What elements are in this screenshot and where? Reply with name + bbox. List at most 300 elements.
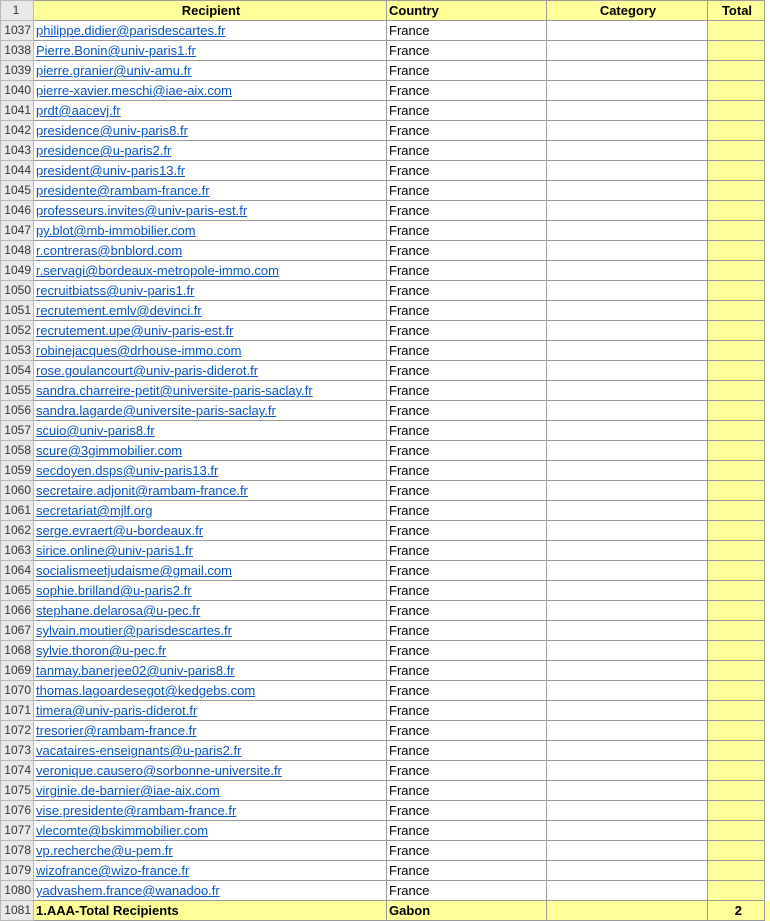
recipient-email-link[interactable]: vacataires-enseignants@u-paris2.fr [36,743,241,758]
total-cell[interactable] [708,661,765,681]
country-cell[interactable]: France [387,881,547,901]
category-cell[interactable] [547,281,708,301]
extra-column-edge [765,681,770,701]
category-cell[interactable] [547,321,708,341]
row-header[interactable]: 1055 [1,381,34,401]
total-cell[interactable] [708,221,765,241]
recipient-email-link[interactable]: recruitbiatss@univ-paris1.fr [36,283,194,298]
country-cell[interactable]: France [387,221,547,241]
total-cell[interactable] [708,741,765,761]
row-header[interactable]: 1081 [1,901,34,921]
country-cell[interactable]: France [387,641,547,661]
table-row [1,181,770,201]
recipient-cell[interactable] [34,861,387,881]
country-cell[interactable]: France [387,461,547,481]
recipient-cell[interactable] [34,141,387,161]
total-cell[interactable] [708,781,765,801]
total-cell[interactable] [708,601,765,621]
table-row [1,781,770,801]
recipient-cell[interactable] [34,621,387,641]
category-cell[interactable] [547,621,708,641]
total-cell[interactable] [708,541,765,561]
row-header[interactable]: 1070 [1,681,34,701]
table-row [1,61,770,81]
recipient-cell[interactable] [34,681,387,701]
row-header[interactable]: 1080 [1,881,34,901]
recipient-email-link[interactable]: scuio@univ-paris8.fr [36,423,155,438]
row-header[interactable]: 1 [1,1,34,21]
category-cell[interactable] [547,161,708,181]
total-cell[interactable] [708,301,765,321]
recipient-cell[interactable] [34,581,387,601]
total-cell[interactable] [708,141,765,161]
recipient-cell[interactable] [34,161,387,181]
total-cell[interactable] [708,701,765,721]
extra-column-edge [765,641,770,661]
total-cell[interactable] [708,41,765,61]
row-header[interactable]: 1043 [1,141,34,161]
recipient-email-link[interactable]: veronique.causero@sorbonne-universite.fr [36,763,282,778]
row-header[interactable]: 1060 [1,481,34,501]
recipient-email-link[interactable]: wizofrance@wizo-france.fr [36,863,189,878]
recipient-email-link[interactable]: presidence@univ-paris8.fr [36,123,188,138]
row-header[interactable]: 1039 [1,61,34,81]
row-header[interactable]: 1051 [1,301,34,321]
total-cell[interactable] [708,281,765,301]
recipient-email-link[interactable]: rose.goulancourt@univ-paris-diderot.fr [36,363,258,378]
category-cell[interactable] [547,361,708,381]
recipient-cell[interactable] [34,381,387,401]
recipient-email-link[interactable]: vise.presidente@rambam-france.fr [36,803,236,818]
extra-column-edge [765,881,770,901]
recipient-email-link[interactable]: pierre-xavier.meschi@iae-aix.com [36,83,232,98]
extra-column-edge [765,621,770,641]
recipient-cell[interactable] [34,641,387,661]
category-cell[interactable] [547,661,708,681]
row-header[interactable]: 1076 [1,801,34,821]
category-cell[interactable] [547,241,708,261]
row-header[interactable]: 1067 [1,621,34,641]
country-cell[interactable]: France [387,181,547,201]
country-cell[interactable]: France [387,381,547,401]
column-header-category[interactable]: Category [547,1,708,21]
category-cell[interactable] [547,141,708,161]
recipient-email-link[interactable]: sylvie.thoron@u-pec.fr [36,643,166,658]
category-cell[interactable] [547,41,708,61]
recipient-cell[interactable] [34,201,387,221]
total-cell[interactable] [708,401,765,421]
country-cell[interactable]: France [387,81,547,101]
country-cell[interactable]: France [387,361,547,381]
recipient-email-link[interactable]: tresorier@rambam-france.fr [36,723,197,738]
country-cell[interactable]: France [387,561,547,581]
recipient-cell[interactable] [34,441,387,461]
recipient-email-link[interactable]: recrutement.upe@univ-paris-est.fr [36,323,233,338]
recipient-email-link[interactable]: sandra.charreire-petit@universite-paris-saclay.fr [36,383,313,398]
table-row [1,301,770,321]
total-cell[interactable] [708,521,765,541]
category-cell[interactable] [547,721,708,741]
country-cell[interactable]: France [387,501,547,521]
row-header[interactable]: 1069 [1,661,34,681]
recipient-email-link[interactable]: yadvashem.france@wanadoo.fr [36,883,220,898]
country-cell[interactable]: France [387,601,547,621]
row-header[interactable]: 1071 [1,701,34,721]
category-cell[interactable] [547,541,708,561]
total-cell[interactable] [708,801,765,821]
row-header[interactable]: 1041 [1,101,34,121]
recipient-cell[interactable] [34,121,387,141]
country-cell[interactable]: France [387,101,547,121]
country-cell[interactable]: France [387,741,547,761]
recipient-cell[interactable] [34,521,387,541]
recipient-cell[interactable] [34,261,387,281]
country-cell[interactable]: France [387,801,547,821]
category-cell[interactable] [547,781,708,801]
country-cell[interactable]: France [387,401,547,421]
extra-column-edge [765,281,770,301]
row-header[interactable]: 1073 [1,741,34,761]
total-label-cell[interactable]: 1.AAA-Total Recipients [34,901,387,921]
recipient-email-link[interactable]: presidence@u-paris2.fr [36,143,171,158]
country-cell[interactable]: France [387,721,547,741]
row-header[interactable]: 1061 [1,501,34,521]
country-cell[interactable]: France [387,421,547,441]
country-cell[interactable]: France [387,681,547,701]
total-cell[interactable] [708,641,765,661]
total-cell[interactable] [708,381,765,401]
total-cell[interactable] [708,821,765,841]
extra-column-edge [765,221,770,241]
row-header[interactable]: 1064 [1,561,34,581]
total-cell[interactable] [708,861,765,881]
row-header[interactable]: 1040 [1,81,34,101]
recipient-cell[interactable] [34,181,387,201]
row-header[interactable]: 1049 [1,261,34,281]
total-cell[interactable] [708,881,765,901]
recipient-email-link[interactable]: recrutement.emlv@devinci.fr [36,303,202,318]
category-cell[interactable] [547,801,708,821]
recipient-email-link[interactable]: serge.evraert@u-bordeaux.fr [36,523,203,538]
table-row [1,701,770,721]
extra-column-edge [765,441,770,461]
recipient-email-link[interactable]: philippe.didier@parisdescartes.fr [36,23,226,38]
total-cell[interactable] [708,321,765,341]
extra-column-edge [765,861,770,881]
row-header[interactable]: 1037 [1,21,34,41]
recipient-email-link[interactable]: r.contreras@bnblord.com [36,243,182,258]
recipient-email-link[interactable]: py.blot@mb-immobilier.com [36,223,196,238]
recipient-email-link[interactable]: scure@3gimmobilier.com [36,443,182,458]
country-cell[interactable]: France [387,781,547,801]
recipient-email-link[interactable]: r.servagi@bordeaux-metropole-immo.com [36,263,279,278]
column-header-country[interactable]: Country [387,1,547,21]
recipient-cell[interactable] [34,361,387,381]
total-value-cell[interactable]: 2 [708,901,765,921]
extra-column-edge [765,901,770,921]
recipient-email-link[interactable]: socialismeetjudaisme@gmail.com [36,563,232,578]
total-cell[interactable] [708,621,765,641]
total-cell[interactable] [708,121,765,141]
recipient-cell[interactable] [34,701,387,721]
recipient-email-link[interactable]: secretaire.adjonit@rambam-france.fr [36,483,248,498]
row-header[interactable]: 1072 [1,721,34,741]
row-header[interactable]: 1053 [1,341,34,361]
recipient-cell[interactable] [34,401,387,421]
total-cell[interactable] [708,101,765,121]
total-cell[interactable] [708,841,765,861]
total-cell[interactable] [708,21,765,41]
country-cell[interactable]: France [387,141,547,161]
category-cell[interactable] [547,581,708,601]
total-cell[interactable] [708,481,765,501]
category-cell[interactable] [547,261,708,281]
category-cell[interactable] [547,301,708,321]
total-cell[interactable] [708,681,765,701]
total-cell[interactable] [708,721,765,741]
category-cell[interactable] [547,641,708,661]
country-cell[interactable]: France [387,841,547,861]
row-header[interactable]: 1057 [1,421,34,441]
extra-column-edge [765,721,770,741]
table-row [1,241,770,261]
country-cell[interactable]: France [387,341,547,361]
row-header[interactable]: 1045 [1,181,34,201]
category-cell[interactable] [547,341,708,361]
row-header[interactable]: 1078 [1,841,34,861]
row-header[interactable]: 1048 [1,241,34,261]
recipient-cell[interactable] [34,601,387,621]
recipient-email-link[interactable]: presidente@rambam-france.fr [36,183,210,198]
column-header-recipient[interactable]: Recipient [34,1,387,21]
total-cell[interactable] [708,421,765,441]
row-header[interactable]: 1066 [1,601,34,621]
category-cell[interactable] [547,461,708,481]
recipient-email-link[interactable]: vlecomte@bskimmobilier.com [36,823,208,838]
row-header[interactable]: 1050 [1,281,34,301]
category-cell[interactable] [547,761,708,781]
row-header[interactable]: 1047 [1,221,34,241]
category-cell[interactable] [547,201,708,221]
country-cell[interactable]: France [387,321,547,341]
total-cell[interactable] [708,241,765,261]
row-header[interactable]: 1074 [1,761,34,781]
category-cell[interactable] [547,401,708,421]
row-header[interactable]: 1075 [1,781,34,801]
recipient-cell[interactable] [34,841,387,861]
recipient-email-link[interactable]: sylvain.moutier@parisdescartes.fr [36,623,232,638]
category-cell[interactable] [547,101,708,121]
category-cell[interactable] [547,441,708,461]
header-row [1,1,770,21]
country-cell[interactable]: France [387,821,547,841]
category-cell[interactable] [547,561,708,581]
row-header[interactable]: 1044 [1,161,34,181]
country-cell[interactable]: France [387,261,547,281]
country-cell[interactable]: France [387,661,547,681]
country-cell[interactable]: France [387,861,547,881]
recipient-email-link[interactable]: sophie.brilland@u-paris2.fr [36,583,192,598]
recipient-cell[interactable] [34,41,387,61]
total-cell[interactable] [708,461,765,481]
category-cell[interactable] [547,701,708,721]
country-cell[interactable]: France [387,621,547,641]
total-category-cell[interactable] [547,901,708,921]
recipient-email-link[interactable]: virginie.de-barnier@iae-aix.com [36,783,220,798]
country-cell[interactable]: France [387,581,547,601]
total-cell[interactable] [708,261,765,281]
row-header[interactable]: 1046 [1,201,34,221]
total-cell[interactable] [708,361,765,381]
row-header[interactable]: 1056 [1,401,34,421]
recipient-email-link[interactable]: thomas.lagoardesegot@kedgebs.com [36,683,255,698]
recipient-cell[interactable] [34,761,387,781]
recipient-cell[interactable] [34,81,387,101]
column-header-total[interactable]: Total [708,1,765,21]
recipient-cell[interactable] [34,721,387,741]
extra-column-edge [765,521,770,541]
row-header[interactable]: 1042 [1,121,34,141]
table-row [1,741,770,761]
recipient-email-link[interactable]: president@univ-paris13.fr [36,163,185,178]
total-cell[interactable] [708,341,765,361]
total-country-cell[interactable]: Gabon [387,901,547,921]
recipient-cell[interactable] [34,221,387,241]
row-header[interactable]: 1077 [1,821,34,841]
recipient-email-link[interactable]: sirice.online@univ-paris1.fr [36,543,193,558]
country-cell[interactable]: France [387,21,547,41]
recipient-email-link[interactable]: secretariat@mjlf.org [36,503,153,518]
recipient-email-link[interactable]: sandra.lagarde@universite-paris-saclay.fr [36,403,276,418]
country-cell[interactable]: France [387,121,547,141]
category-cell[interactable] [547,601,708,621]
recipient-cell[interactable] [34,661,387,681]
category-cell[interactable] [547,501,708,521]
total-cell[interactable] [708,161,765,181]
total-cell[interactable] [708,181,765,201]
category-cell[interactable] [547,121,708,141]
recipient-email-link[interactable]: Pierre.Bonin@univ-paris1.fr [36,43,196,58]
table-row [1,861,770,881]
row-header[interactable]: 1079 [1,861,34,881]
country-cell[interactable]: France [387,701,547,721]
recipient-cell[interactable] [34,101,387,121]
category-cell[interactable] [547,181,708,201]
recipient-cell[interactable] [34,241,387,261]
recipient-cell[interactable] [34,881,387,901]
recipient-cell[interactable] [34,481,387,501]
recipient-email-link[interactable]: tanmay.banerjee02@univ-paris8.fr [36,663,235,678]
table-row [1,541,770,561]
recipient-cell[interactable] [34,421,387,441]
category-cell[interactable] [547,421,708,441]
recipient-cell[interactable] [34,741,387,761]
row-header[interactable]: 1068 [1,641,34,661]
category-cell[interactable] [547,521,708,541]
category-cell[interactable] [547,841,708,861]
recipient-email-link[interactable]: timera@univ-paris-diderot.fr [36,703,197,718]
table-row [1,361,770,381]
category-cell[interactable] [547,821,708,841]
total-cell[interactable] [708,61,765,81]
country-cell[interactable]: France [387,521,547,541]
table-row [1,881,770,901]
table-row [1,41,770,61]
country-cell[interactable]: France [387,541,547,561]
country-cell[interactable]: France [387,161,547,181]
recipient-email-link[interactable]: prdt@aacevj.fr [36,103,121,118]
row-header[interactable]: 1063 [1,541,34,561]
recipient-email-link[interactable]: professeurs.invites@univ-paris-est.fr [36,203,247,218]
recipient-cell[interactable] [34,781,387,801]
row-header[interactable]: 1065 [1,581,34,601]
total-cell[interactable] [708,441,765,461]
recipient-cell[interactable] [34,461,387,481]
recipient-cell[interactable] [34,61,387,81]
total-cell[interactable] [708,201,765,221]
category-cell[interactable] [547,481,708,501]
recipient-cell[interactable] [34,501,387,521]
country-cell[interactable]: France [387,441,547,461]
recipient-email-link[interactable]: stephane.delarosa@u-pec.fr [36,603,200,618]
recipient-cell[interactable] [34,321,387,341]
recipient-email-link[interactable]: pierre.granier@univ-amu.fr [36,63,192,78]
recipient-cell[interactable] [34,21,387,41]
country-cell[interactable]: France [387,201,547,221]
recipient-cell[interactable] [34,341,387,361]
recipient-cell[interactable] [34,801,387,821]
country-cell[interactable]: France [387,281,547,301]
table-row [1,761,770,781]
category-cell[interactable] [547,681,708,701]
total-cell[interactable] [708,501,765,521]
extra-column-edge [765,601,770,621]
country-cell[interactable]: France [387,301,547,321]
country-cell[interactable]: France [387,761,547,781]
total-cell[interactable] [708,81,765,101]
country-cell[interactable]: France [387,241,547,261]
recipient-cell[interactable] [34,281,387,301]
category-cell[interactable] [547,881,708,901]
row-header[interactable]: 1062 [1,521,34,541]
recipient-email-link[interactable]: robinejacques@drhouse-immo.com [36,343,241,358]
row-header[interactable]: 1054 [1,361,34,381]
category-cell[interactable] [547,81,708,101]
category-cell[interactable] [547,741,708,761]
row-header[interactable]: 1052 [1,321,34,341]
country-cell[interactable]: France [387,41,547,61]
total-cell[interactable] [708,761,765,781]
row-header[interactable]: 1059 [1,461,34,481]
total-cell[interactable] [708,581,765,601]
total-cell[interactable] [708,561,765,581]
category-cell[interactable] [547,861,708,881]
recipient-cell[interactable] [34,541,387,561]
recipient-email-link[interactable]: vp.recherche@u-pem.fr [36,843,173,858]
country-cell[interactable]: France [387,481,547,501]
recipient-cell[interactable] [34,821,387,841]
row-header[interactable]: 1058 [1,441,34,461]
recipient-cell[interactable] [34,561,387,581]
recipient-cell[interactable] [34,301,387,321]
category-cell[interactable] [547,221,708,241]
row-header[interactable]: 1038 [1,41,34,61]
category-cell[interactable] [547,381,708,401]
country-cell[interactable]: France [387,61,547,81]
category-cell[interactable] [547,61,708,81]
recipient-email-link[interactable]: secdoyen.dsps@univ-paris13.fr [36,463,218,478]
category-cell[interactable] [547,21,708,41]
